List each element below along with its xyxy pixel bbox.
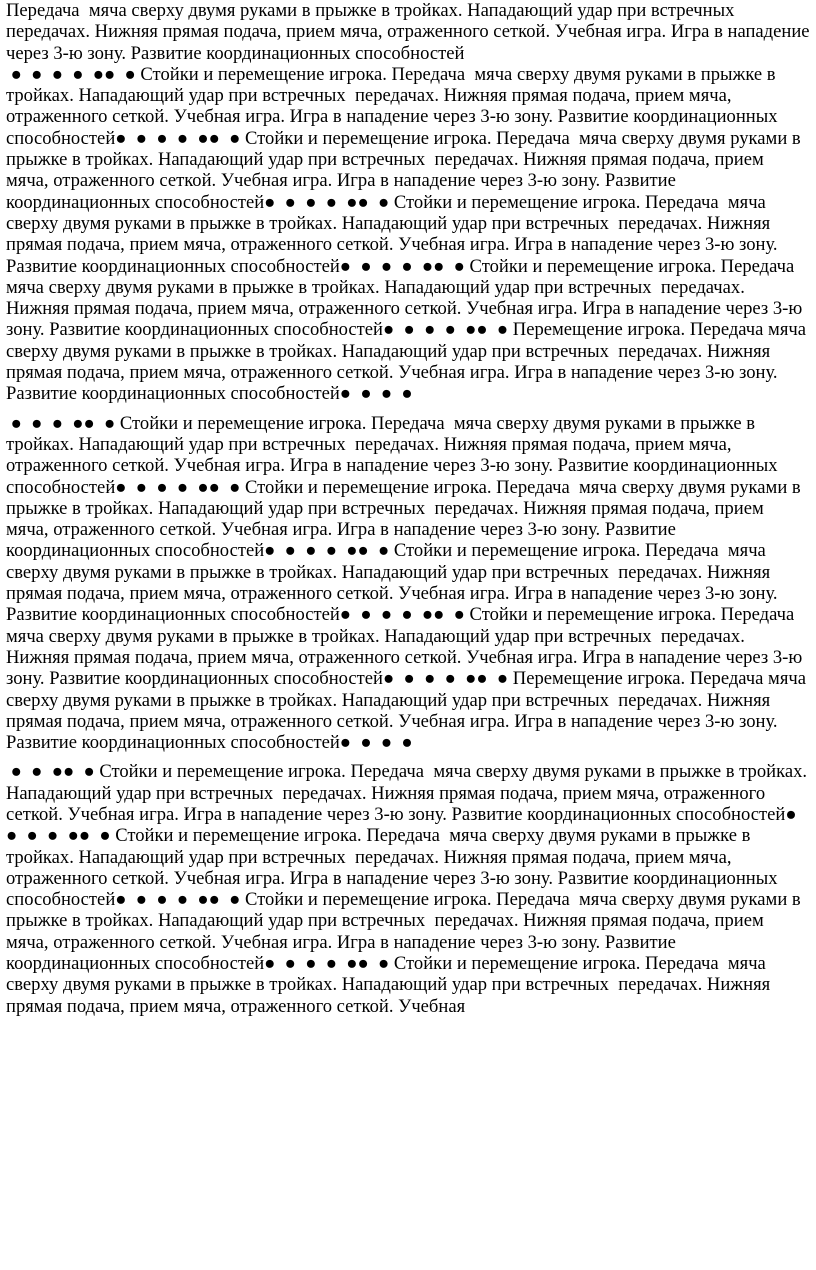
paragraph: Передача мяча сверху двумя руками в прыжке в тройках. Нападающий удар при встречных передачах. Нижняя прямая подача, прием мяча, отраженного сеткой. Учебная игра. Игра в нападение через 3-ю зону. Развитие координационных способностей ● ● ● ● ●● ● Стойки и перемещение игрока. Передача мяча сверху двумя руками в прыжке в тройках. Нападающий удар при встречных передачах. Нижняя прямая подача, прием мяча, отраженного сеткой. Учебная игра. Игра в нападение через 3-ю зону. Развитие координационных способностей● ● ● ● ●● ● Стойки и перемещение игрока. Передача мяча сверху двумя руками в прыжке в тройках. Нападающий удар при встречных передачах. Нижняя прямая подача, прием мяча, отраженного сеткой. Учебная игра. Игра в нападение через 3-ю зону. Развитие координационных способностей● ● ● ● ●● ● Стойки и перемещение игрока. Передача мяча сверху двумя руками в прыжке в тройках. Нападающий удар при встречных передачах. Нижняя прямая подача, прием мяча, отраженного сеткой. Учебная игра. Игра в нападение через 3-ю зону. Развитие координационных способностей● ● ● ● ●● ● Стойки и перемещение игрока. Передача мяча сверху двумя руками в прыжке в тройках. Нападающий удар при встречных передачах. Нижняя прямая подача, прием мяча, отраженного сеткой. Учебная игра. Игра в нападение через 3-ю зону. Развитие координационных способностей● ● ● ● ●● ● Перемещение игрока. Передача мяча сверху двумя руками в прыжке в тройках. Нападающий удар при встречных передачах. Нижняя прямая подача, прием мяча, отраженного сеткой. Учебная игра. Игра в нападение через 3-ю зону. Развитие координационных способностей● ● ● ● bbox=[6, 0, 810, 405]
paragraph-gap bbox=[6, 405, 810, 413]
paragraph: ● ● ● ●● ● Стойки и перемещение игрока. Передача мяча сверху двумя руками в прыжке в тройках. Нападающий удар при встречных передачах. Нижняя прямая подача, прием мяча, отраженного сеткой. Учебная игра. Игра в нападение через 3-ю зону. Развитие координационных способностей● ● ● ● ●● ● Стойки и перемещение игрока. Передача мяча сверху двумя руками в прыжке в тройках. Нападающий удар при встречных передачах. Нижняя прямая подача, прием мяча, отраженного сеткой. Учебная игра. Игра в нападение через 3-ю зону. Развитие координационных способностей● ● ● ● ●● ● Стойки и перемещение игрока. Передача мяча сверху двумя руками в прыжке в тройках. Нападающий удар при встречных передачах. Нижняя прямая подача, прием мяча, отраженного сеткой. Учебная игра. Игра в нападение через 3-ю зону. Развитие координационных способностей● ● ● ● ●● ● Стойки и перемещение игрока. Передача мяча сверху двумя руками в прыжке в тройках. Нападающий удар при встречных передачах. Нижняя прямая подача, прием мяча, отраженного сеткой. Учебная игра. Игра в нападение через 3-ю зону. Развитие координационных способностей● ● ● ● ●● ● Перемещение игрока. Передача мяча сверху двумя руками в прыжке в тройках. Нападающий удар при встречных передачах. Нижняя прямая подача, прием мяча, отраженного сеткой. Учебная игра. Игра в нападение через 3-ю зону. Развитие координационных способностей● ● ● ● bbox=[6, 412, 811, 754]
document-page bbox=[6, 0, 810, 1017]
paragraph: ● ● ●● ● Стойки и перемещение игрока. Передача мяча сверху двумя руками в прыжке в тройках. Нападающий удар при встречных передачах. Нижняя прямая подача, прием мяча, отраженного сеткой. Учебная игра. Игра в нападение через 3-ю зону. Развитие координационных способностей● ● ● ● ●● ● Стойки и перемещение игрока. Передача мяча сверху двумя руками в прыжке в тройках. Нападающий удар при встречных передачах. Нижняя прямая подача, прием мяча, отраженного сеткой. Учебная игра. Игра в нападение через 3-ю зону. Развитие координационных способностей● ● ● ● ●● ● Стойки и перемещение игрока. Передача мяча сверху двумя руками в прыжке в тройках. Нападающий удар при встречных передачах. Нижняя прямая подача, прием мяча, отраженного сеткой. Учебная игра. Игра в нападение через 3-ю зону. Развитие координационных способностей● ● ● ● ●● ● Стойки и перемещение игрока. Передача мяча сверху двумя руками в прыжке в тройках. Нападающий удар при встречных передачах. Нижняя прямая подача, прием мяча, отраженного сеткой. Учебная bbox=[6, 761, 812, 1017]
paragraph-gap bbox=[6, 753, 810, 761]
